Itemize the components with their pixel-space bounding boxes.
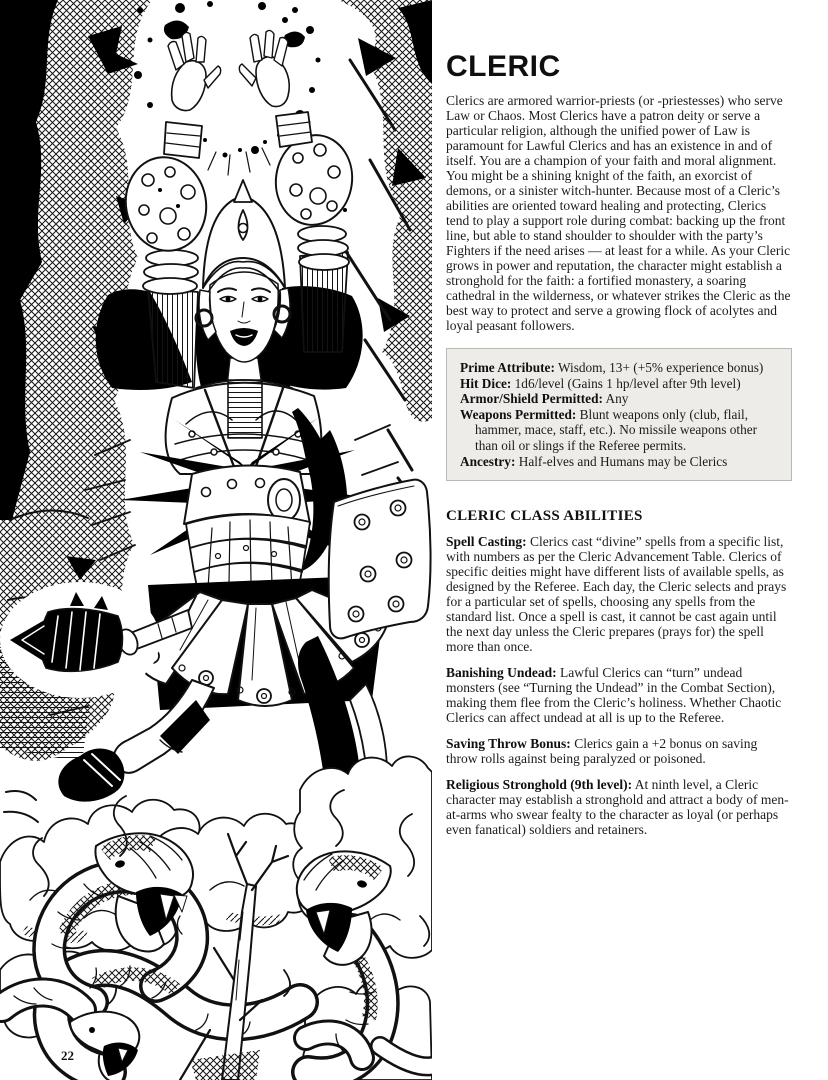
stat-row-ancestry [460, 454, 779, 470]
ability-text: Lawful Clerics can “turn” undead monsters (see “Turning the Undead” in the Combat Section), making them flee from the Cleric’s holiness. Whether Chaotic Clerics can affect undead at all is up to the Referee. [446, 665, 782, 726]
stat-row-weapons [460, 407, 779, 454]
ability-label: Banishing Undead: [446, 665, 557, 681]
stat-value: Blunt weapons only (club, flail, hammer, mace, staff, etc.). No missile weapons other than oil or slings if the Referee permits. [475, 406, 758, 453]
stat-label: Prime Attribute: [460, 360, 555, 375]
page-number: 22 [61, 1048, 74, 1063]
stat-label: Weapons Permitted: [460, 406, 577, 422]
stat-row-prime-attribute [460, 360, 779, 376]
stat-value: Wisdom, 13+ (+5% experience bonus) [557, 360, 764, 375]
stat-row-armor [460, 391, 779, 407]
ability-label: Spell Casting: [446, 534, 527, 550]
ability-religious-stronghold [446, 777, 792, 837]
class-title: CLERIC [446, 50, 561, 83]
stat-value: 1d6/level (Gains 1 hp/level after 9th level) [514, 375, 741, 391]
ability-label: Saving Throw Bonus: [446, 736, 571, 752]
stat-label: Ancestry: [460, 453, 516, 469]
abilities-heading: CLERIC CLASS ABILITIES [446, 508, 643, 525]
stat-label: Hit Dice: [460, 375, 512, 391]
class-intro: Clerics are armored warrior-priests (or -priestesses) who serve Law or Chaos. Most Clerics have a patron deity or serve a particular religion, although the unified power of Law is paramount for Lawful Clerics and has an existence in and of itself. You are a champion of your faith and moral alignment. You might be a shining knight of the faith, an exorcist of demons, or a sinister witch-hunter. Because most of a Cleric’s abilities are oriented toward healing and protecting, Clerics tend to play a support role during combat: backing up the front line, but able to stand shoulder to shoulder with the party’s Fighters if the need arises — at least for a while. As your Cleric grows in power and reputation, the character might establish a stronghold for the faith: a fortified monastery, a soaring cathedral in the wilderness, or whatever strikes the Cleric as the best way to protect and serve a growing flock of acolytes and loyal peasant followers. [446, 93, 791, 333]
ability-text: Clerics cast “divine” spells from a specific list, with numbers as per the Cleric Advancement Table. Clerics of specific deities might have different lists of available spells, as designed by the Referee. Each day, the Cleric selects and prays for a particular set of spells, choosing any spells from the standard list. Once a spell is cast, it cannot be cast again until the next day unless the Cleric prepares (prays for) the spell more than once. [446, 534, 787, 655]
stat-row-hit-dice [460, 376, 779, 392]
ability-banishing-undead [446, 665, 792, 725]
ability-text: At ninth level, a Cleric character may establish a stronghold and attract a body of men-at-arms who swear fealty to the character as loyal (or perhaps even fanatical) soldiers and retainers. [446, 777, 789, 838]
ability-text: Clerics gain a +2 bonus on saving throw rolls against being paralyzed or poisoned. [446, 736, 758, 767]
class-stat-block [446, 348, 792, 481]
ability-label: Religious Stronghold (9th level): [446, 777, 633, 793]
ability-saving-throw-bonus [446, 736, 792, 766]
stat-value: Half-elves and Humans may be Clerics [518, 453, 728, 469]
ability-spell-casting [446, 534, 792, 654]
stat-label: Armor/Shield Permitted: [460, 391, 603, 407]
text-column [446, 50, 792, 848]
stat-value: Any [605, 391, 629, 407]
